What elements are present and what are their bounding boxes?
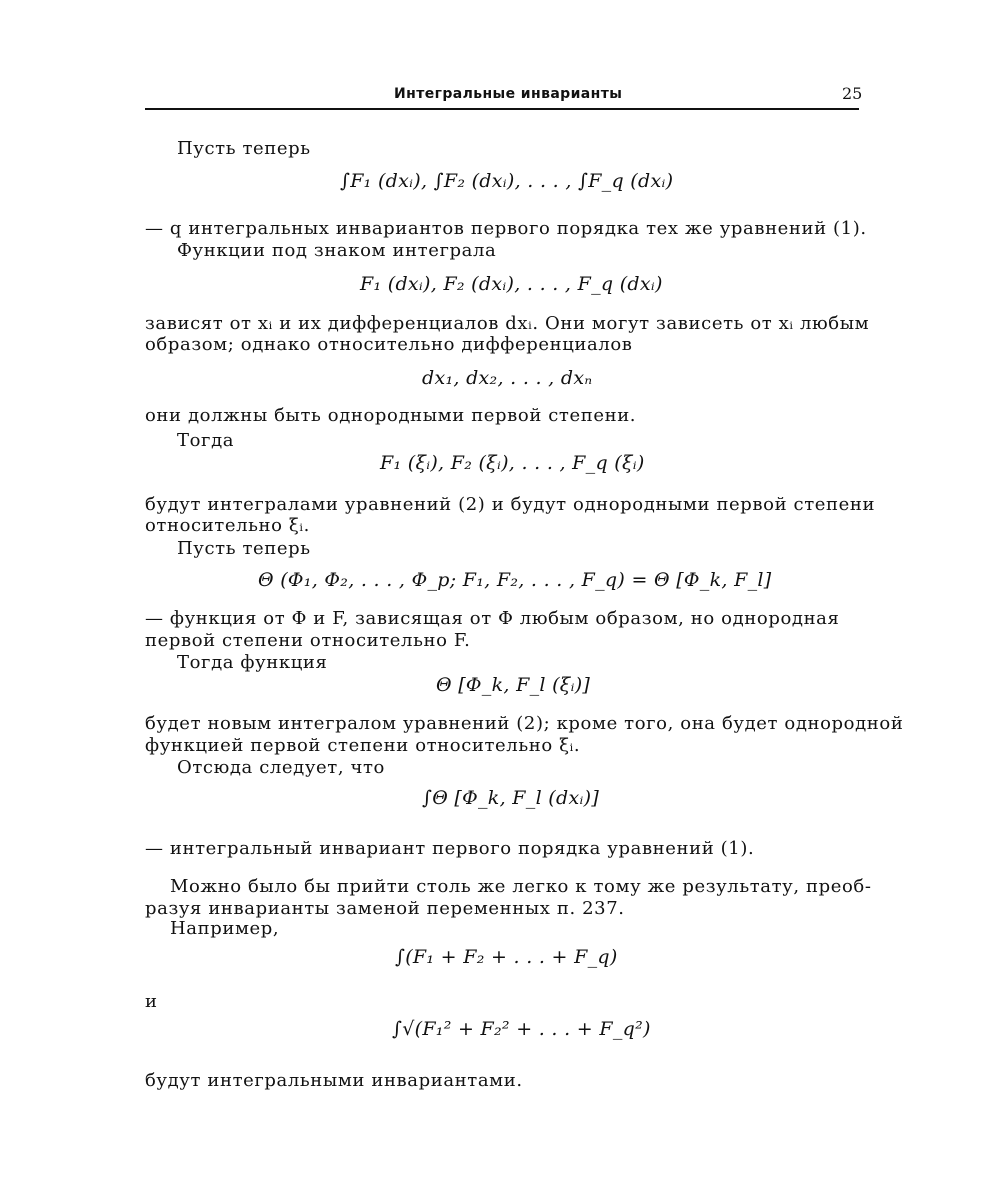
paragraph-line: будет новым интегралом уравнений (2); кроме того, она будет однородной — [145, 713, 904, 734]
formula-theta-definition: Θ (Φ₁, Φ₂, . . . , Φ_p; F₁, F₂, . . . , F_q) = Θ [Φ_k, F_l] — [258, 569, 772, 591]
paragraph-line: будут интегралами уравнений (2) и будут однородными первой степени — [145, 494, 876, 515]
formula-root-integral: ∫√(F₁² + F₂² + . . . + F_q²) — [392, 1018, 651, 1040]
paragraph-line: первой степени относительно F. — [145, 630, 471, 651]
paragraph-line: Тогда функция — [177, 652, 328, 673]
paragraph-line: образом; однако относительно дифференциалов — [145, 334, 633, 355]
formula-integral-theta: ∫Θ [Φ_k, F_l (dxᵢ)] — [422, 787, 600, 809]
formula-integral-invariants: ∫F₁ (dxᵢ), ∫F₂ (dxᵢ), . . . , ∫F_q (dxᵢ) — [340, 170, 674, 192]
paragraph-line: Например, — [170, 918, 280, 939]
header-rule — [145, 108, 859, 110]
paragraph-line: и — [145, 991, 158, 1012]
paragraph-line: зависят от xᵢ и их дифференциалов dxᵢ. Они могут зависеть от xᵢ любым — [145, 313, 870, 334]
paragraph-line: относительно ξᵢ. — [145, 515, 310, 536]
paragraph-line: Функции под знаком интеграла — [177, 240, 497, 261]
paragraph-line: Отсюда следует, что — [177, 757, 385, 778]
paragraph-line: они должны быть однородными первой степени. — [145, 405, 637, 426]
page-number: 25 — [842, 84, 863, 103]
paragraph-line: будут интегральными инвариантами. — [145, 1070, 523, 1091]
paragraph-line: разуя инварианты заменой переменных п. 237. — [145, 898, 625, 919]
formula-theta-xi: Θ [Φ_k, F_l (ξᵢ)] — [436, 674, 591, 696]
paragraph-line: — интегральный инвариант первого порядка уравнений (1). — [145, 838, 755, 859]
running-header-title: Интегральные инварианты — [394, 86, 623, 102]
formula-sum-integral: ∫(F₁ + F₂ + . . . + F_q) — [395, 946, 618, 968]
paragraph-line: Пусть теперь — [177, 138, 311, 159]
paragraph-line: Тогда — [177, 430, 235, 451]
paragraph-line: — q интегральных инвариантов первого порядка тех же уравнений (1). — [145, 218, 867, 239]
formula-functions: F₁ (dxᵢ), F₂ (dxᵢ), . . . , F_q (dxᵢ) — [360, 273, 663, 295]
formula-xi-functions: F₁ (ξᵢ), F₂ (ξᵢ), . . . , F_q (ξᵢ) — [380, 452, 645, 474]
formula-differentials: dx₁, dx₂, . . . , dxₙ — [422, 367, 593, 389]
paragraph-line: — функция от Φ и F, зависящая от Φ любым образом, но однородная — [145, 608, 840, 629]
paragraph-line: функцией первой степени относительно ξᵢ. — [145, 735, 581, 756]
paragraph-line: Пусть теперь — [177, 538, 311, 559]
paragraph-line: Можно было бы прийти столь же легко к тому же результату, преоб- — [170, 876, 872, 897]
